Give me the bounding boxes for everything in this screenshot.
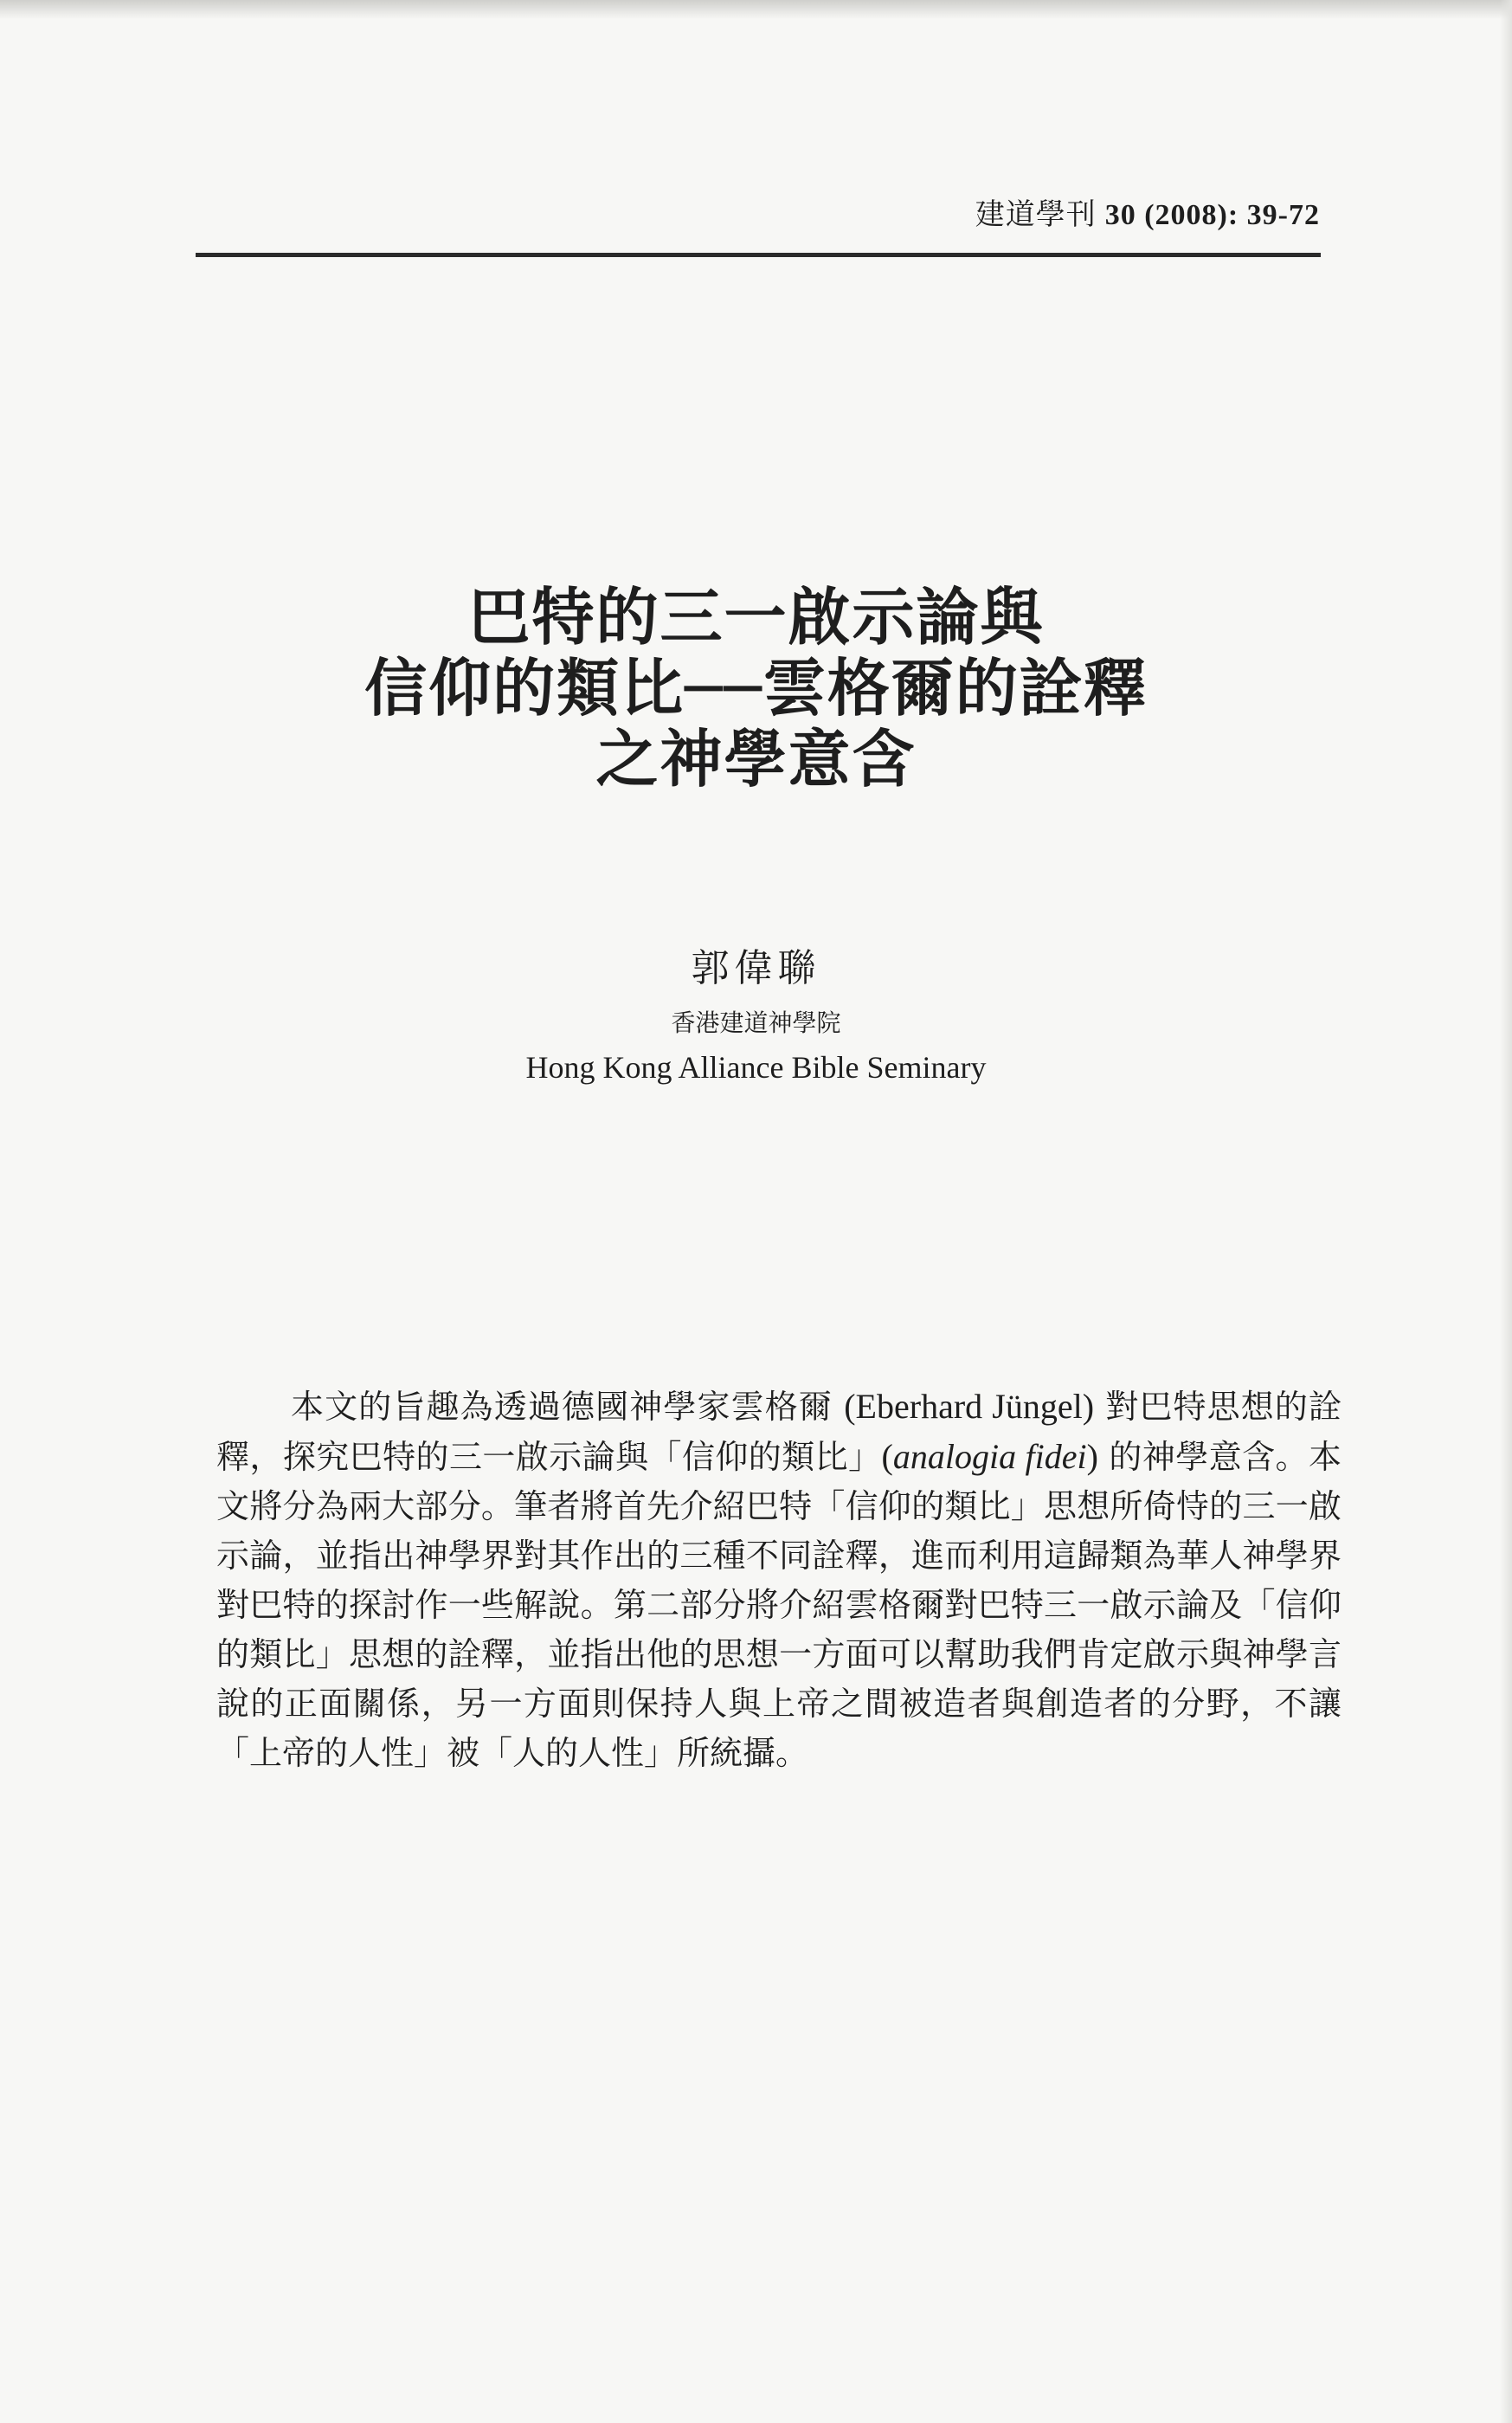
abstract-text-3: 的神學意含。本文將分為兩大部分。筆者將首先介紹巴特「信仰的類比」思想所倚恃的三一啟示論，並指出神學界對其作出的三種不同詮釋，進而利用這歸類為華人神學界對巴特的探討作一些解說。第二部分將介紹雲格爾對巴特三一啟示論及「信仰的類比」思想的詮釋，並指出他的思想一方面可以幫助我們肯定啟示與神學言說的正面關係，另一方面則保持人與上帝之間被造者與創造者的分野，不讓「上帝的人性」被「人的人性」所統攝。 — [216, 1438, 1341, 1772]
affiliation-zh: 香港建道神學院 — [671, 1009, 841, 1037]
journal-name: 建道學刊 — [975, 197, 1097, 232]
title-line-1: 巴特的三一啟示論與 — [467, 581, 1045, 654]
abstract-paren-close: ) — [1086, 1437, 1098, 1476]
title-line-2: 信仰的類比──雲格爾的詮釋 — [364, 652, 1148, 725]
scan-edge-shadow — [1500, 0, 1512, 2423]
header-rule — [196, 253, 1321, 257]
abstract-latin-term: analogia fidei — [892, 1437, 1087, 1476]
journal-citation — [975, 190, 1320, 233]
abstract-paren-open: ( — [881, 1437, 893, 1476]
article-title — [0, 582, 1512, 795]
affiliation-en: Hong Kong Alliance Bible Seminary — [525, 1050, 987, 1085]
abstract-text-2: 對巴特思想的詮釋，探究巴特的三一啟示論與「信仰的類比」 — [216, 1388, 1341, 1476]
author-name: 郭偉聯 — [691, 946, 821, 990]
title-line-3: 之神學意含 — [595, 723, 917, 796]
journal-volume-pages: 30 (2008): 39-72 — [1104, 199, 1320, 231]
abstract-text-1: 本文的旨趣為透過德國神學家雲格爾 — [291, 1388, 845, 1426]
abstract-paragraph — [216, 1382, 1341, 1778]
abstract-name-latin: (Eberhard Jüngel) — [844, 1387, 1095, 1426]
scan-top-shadow — [0, 0, 1512, 19]
